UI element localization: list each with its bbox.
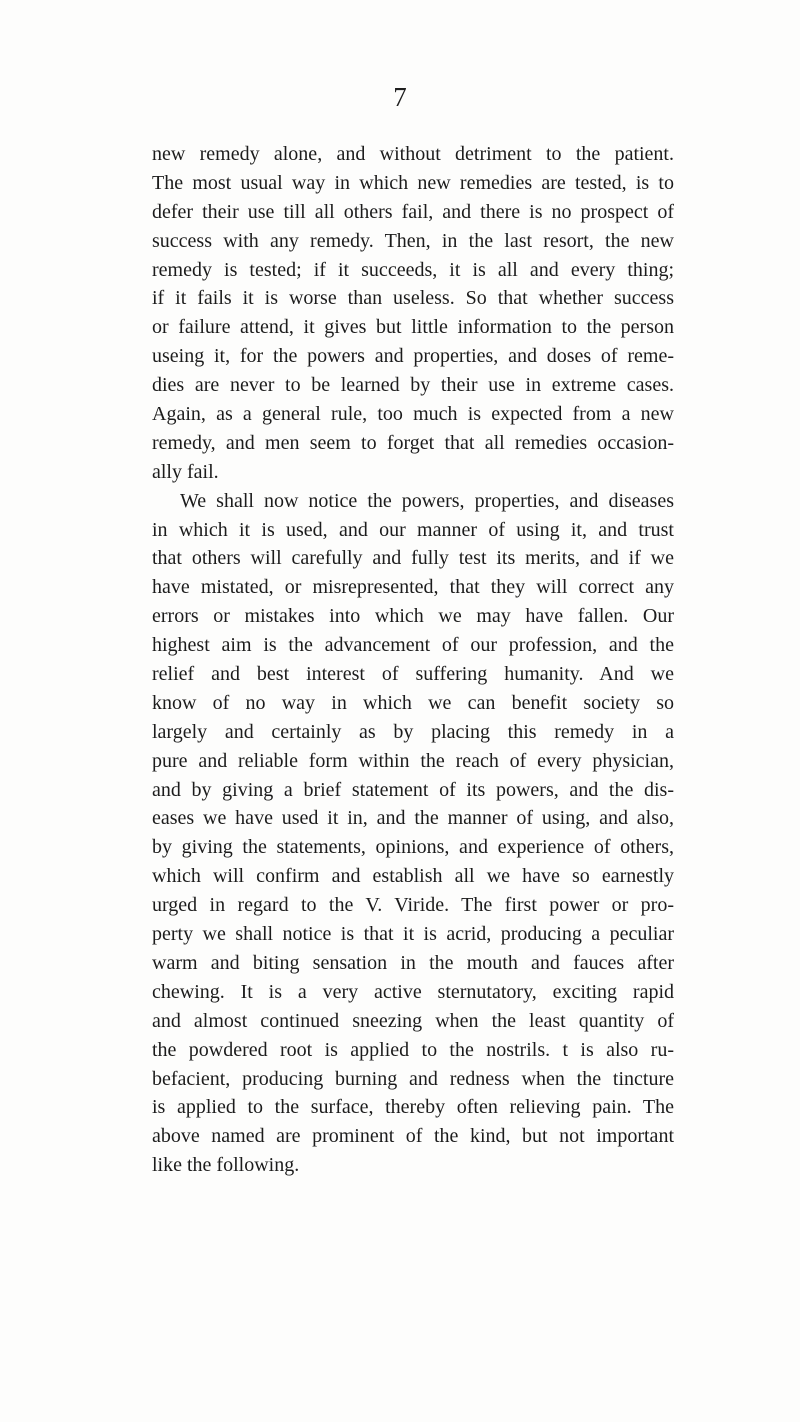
text-line: defer their use till all others fail, and there is no prospect of: [152, 200, 674, 223]
text-line: urged in regard to the V. Viride. The first power or pro-: [152, 894, 674, 917]
text-line: success with any remedy. Then, in the last resort, the new: [152, 229, 674, 252]
body-text: [152, 140, 674, 1180]
text-line: dies are never to be learned by their use in extreme cases.: [152, 374, 674, 397]
text-line: useing it, for the powers and properties, and doses of reme-: [152, 345, 674, 368]
text-line: befacient, producing burning and redness when the tincture: [152, 1067, 674, 1090]
text-line: chewing. It is a very active sternutatory, exciting rapid: [152, 980, 674, 1003]
text-line: like the following.: [152, 1154, 300, 1177]
text-line: warm and biting sensation in the mouth and fauces after: [152, 951, 674, 974]
text-line: highest aim is the advancement of our profession, and the: [152, 634, 674, 657]
text-line: remedy is tested; if it succeeds, it is all and every thing;: [152, 258, 674, 281]
text-line: ally fail.: [152, 460, 219, 483]
text-line: remedy, and men seem to forget that all remedies occasion-: [152, 431, 674, 454]
text-line: relief and best interest of suffering humanity. And we: [152, 663, 674, 686]
text-line: perty we shall notice is that it is acrid, producing a peculiar: [152, 923, 674, 946]
text-line: have mistated, or misrepresented, that they will correct any: [152, 576, 674, 599]
text-line: largely and certainly as by placing this remedy in a: [152, 720, 674, 743]
text-line: is applied to the surface, thereby often relieving pain. The: [152, 1096, 674, 1119]
page-number: 7: [393, 82, 407, 112]
text-line: eases we have used it in, and the manner of using, and also,: [152, 807, 674, 830]
text-line: if it fails it is worse than useless. So that whether success: [152, 287, 674, 310]
text-line: know of no way in which we can benefit society so: [152, 691, 674, 714]
text-line: Again, as a general rule, too much is expected from a new: [152, 403, 674, 426]
text-line: and by giving a brief statement of its powers, and the dis-: [152, 778, 674, 801]
text-line: by giving the statements, opinions, and experience of others,: [152, 836, 674, 859]
text-line: pure and reliable form within the reach of every physician,: [152, 749, 674, 772]
text-line: in which it is used, and our manner of using it, and trust: [152, 518, 674, 541]
text-line: The most usual way in which new remedies are tested, is to: [152, 171, 674, 194]
text-line: and almost continued sneezing when the least quantity of: [152, 1009, 674, 1032]
text-line: the powdered root is applied to the nostrils. t is also ru-: [152, 1038, 674, 1061]
text-line: We shall now notice the powers, properties, and diseases: [180, 489, 674, 512]
text-line: which will confirm and establish all we have so earnestly: [152, 865, 674, 888]
text-line: errors or mistakes into which we may have fallen. Our: [152, 605, 674, 628]
text-line: or failure attend, it gives but little information to the person: [152, 316, 674, 339]
text-line: that others will carefully and fully test its merits, and if we: [152, 547, 674, 570]
text-line: above named are prominent of the kind, but not important: [152, 1125, 674, 1148]
text-line: new remedy alone, and without detriment to the patient.: [152, 143, 674, 165]
